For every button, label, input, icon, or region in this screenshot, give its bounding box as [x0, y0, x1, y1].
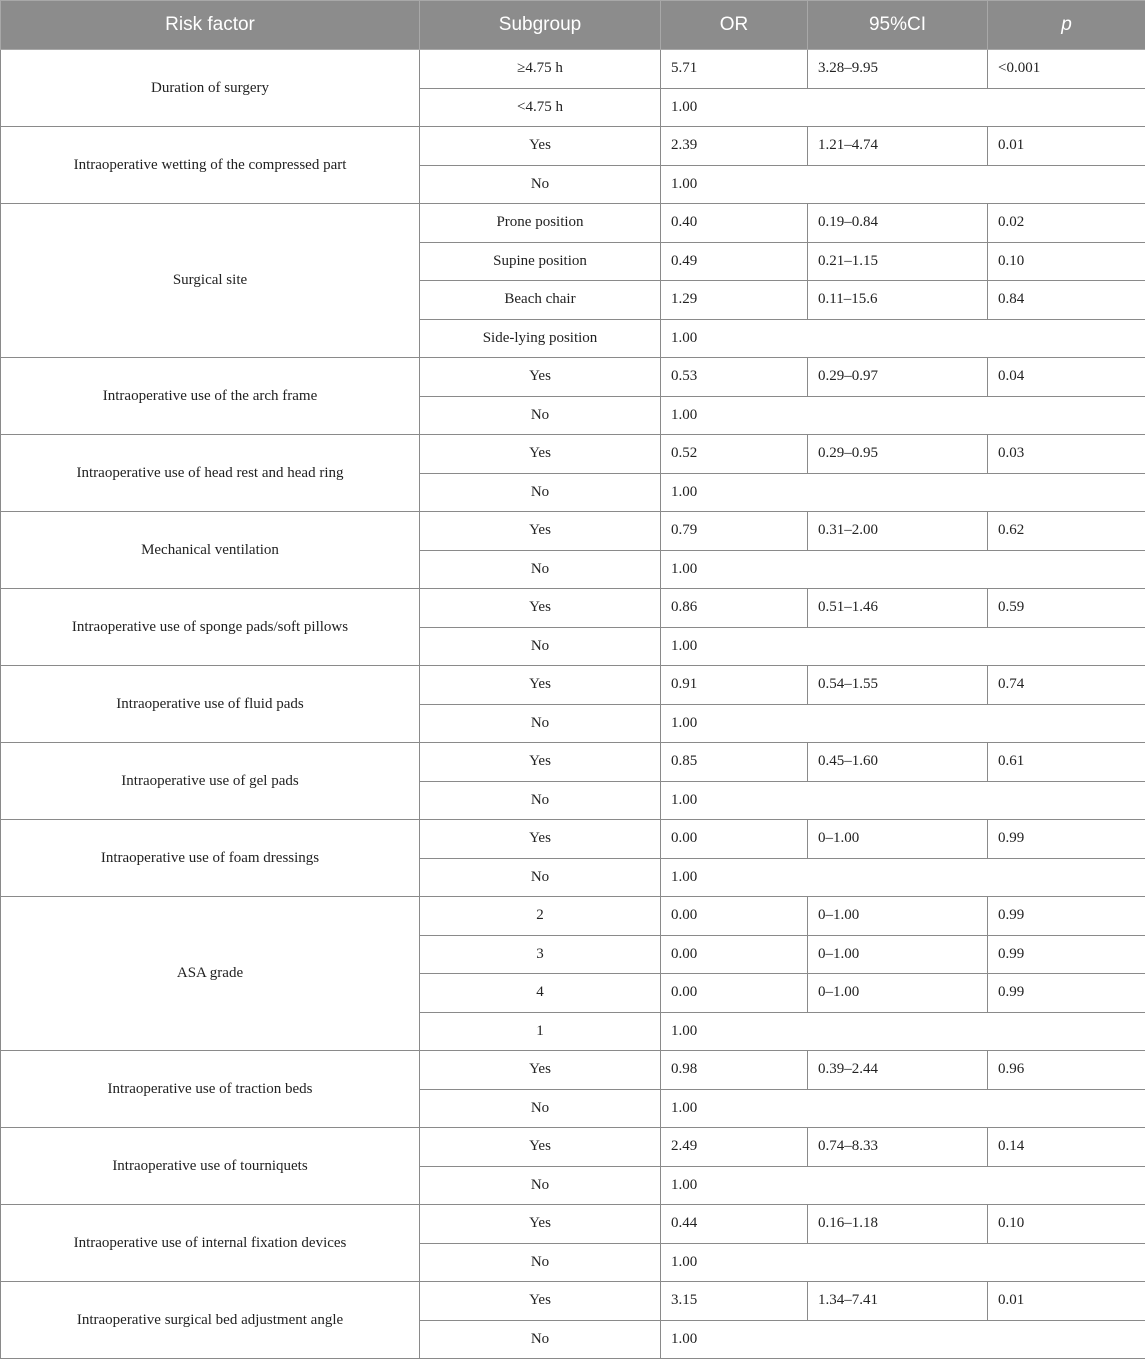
p-cell: 0.99: [988, 974, 1145, 1013]
table-header: [1, 1, 1145, 50]
risk-factor-cell: Intraoperative use of the arch frame: [1, 358, 420, 435]
subgroup-cell: 2: [420, 897, 661, 936]
subgroup-cell: Yes: [420, 512, 661, 551]
or-cell: 1.29: [661, 281, 808, 320]
p-cell: 0.61: [988, 743, 1145, 782]
table-row: [1, 435, 1145, 474]
p-cell: 0.10: [988, 1205, 1145, 1244]
or-cell: 0.86: [661, 589, 808, 628]
subgroup-cell: 1: [420, 1012, 661, 1051]
risk-factor-cell: Intraoperative use of foam dressings: [1, 820, 420, 897]
p-cell: 0.99: [988, 820, 1145, 859]
ci-cell: 0–1.00: [808, 935, 988, 974]
subgroup-cell: Yes: [420, 127, 661, 166]
header-p: p: [988, 1, 1145, 50]
or-cell: 1.00: [661, 550, 1145, 589]
p-cell: 0.01: [988, 1282, 1145, 1321]
or-cell: 1.00: [661, 1012, 1145, 1051]
subgroup-cell: No: [420, 550, 661, 589]
table-row: [1, 897, 1145, 936]
ci-cell: 0.51–1.46: [808, 589, 988, 628]
ci-cell: 0.11–15.6: [808, 281, 988, 320]
subgroup-cell: No: [420, 1089, 661, 1128]
subgroup-cell: No: [420, 1166, 661, 1205]
subgroup-cell: Yes: [420, 1128, 661, 1167]
p-cell: 0.01: [988, 127, 1145, 166]
header-row: [1, 1, 1145, 50]
risk-factor-cell: Intraoperative use of internal fixation devices: [1, 1205, 420, 1282]
or-cell: 0.00: [661, 897, 808, 936]
or-cell: 0.98: [661, 1051, 808, 1090]
subgroup-cell: No: [420, 781, 661, 820]
or-cell: 2.39: [661, 127, 808, 166]
table-row: [1, 50, 1145, 89]
ci-cell: 0.39–2.44: [808, 1051, 988, 1090]
subgroup-cell: Yes: [420, 589, 661, 628]
subgroup-cell: Yes: [420, 358, 661, 397]
or-cell: 1.00: [661, 1089, 1145, 1128]
or-cell: 0.00: [661, 935, 808, 974]
ci-cell: 0–1.00: [808, 820, 988, 859]
or-cell: 1.00: [661, 319, 1145, 358]
subgroup-cell: <4.75 h: [420, 88, 661, 127]
header-subgroup: Subgroup: [420, 1, 661, 50]
subgroup-cell: Beach chair: [420, 281, 661, 320]
subgroup-cell: Yes: [420, 1051, 661, 1090]
risk-factor-cell: Duration of surgery: [1, 50, 420, 127]
ci-cell: 0.29–0.97: [808, 358, 988, 397]
risk-factor-cell: Intraoperative surgical bed adjustment angle: [1, 1282, 420, 1359]
header-risk-factor: Risk factor: [1, 1, 420, 50]
table-row: [1, 1128, 1145, 1167]
or-cell: 0.40: [661, 204, 808, 243]
or-cell: 1.00: [661, 88, 1145, 127]
or-cell: 5.71: [661, 50, 808, 89]
subgroup-cell: Yes: [420, 820, 661, 859]
subgroup-cell: ≥4.75 h: [420, 50, 661, 89]
risk-factor-cell: Intraoperative use of gel pads: [1, 743, 420, 820]
subgroup-cell: No: [420, 704, 661, 743]
or-cell: 0.85: [661, 743, 808, 782]
or-cell: 1.00: [661, 1320, 1145, 1359]
risk-factor-cell: Intraoperative use of tourniquets: [1, 1128, 420, 1205]
header-or: OR: [661, 1, 808, 50]
subgroup-cell: 3: [420, 935, 661, 974]
table-row: [1, 666, 1145, 705]
p-cell: 0.59: [988, 589, 1145, 628]
table-row: [1, 358, 1145, 397]
subgroup-cell: Yes: [420, 1205, 661, 1244]
p-cell: 0.10: [988, 242, 1145, 281]
ci-cell: 0.29–0.95: [808, 435, 988, 474]
subgroup-cell: No: [420, 1243, 661, 1282]
ci-cell: 0.45–1.60: [808, 743, 988, 782]
ci-cell: 0.31–2.00: [808, 512, 988, 551]
or-cell: 0.49: [661, 242, 808, 281]
ci-cell: 3.28–9.95: [808, 50, 988, 89]
subgroup-cell: Yes: [420, 666, 661, 705]
or-cell: 0.44: [661, 1205, 808, 1244]
or-cell: 1.00: [661, 858, 1145, 897]
p-cell: 0.99: [988, 897, 1145, 936]
table-body: [1, 50, 1145, 1359]
table-row: [1, 1282, 1145, 1321]
or-cell: 0.53: [661, 358, 808, 397]
or-cell: 2.49: [661, 1128, 808, 1167]
p-cell: 0.74: [988, 666, 1145, 705]
table-row: [1, 589, 1145, 628]
p-cell: 0.14: [988, 1128, 1145, 1167]
or-cell: 3.15: [661, 1282, 808, 1321]
risk-factor-cell: Intraoperative use of fluid pads: [1, 666, 420, 743]
or-cell: 0.79: [661, 512, 808, 551]
subgroup-cell: No: [420, 165, 661, 204]
ci-cell: 0.21–1.15: [808, 242, 988, 281]
subgroup-cell: Prone position: [420, 204, 661, 243]
subgroup-cell: No: [420, 858, 661, 897]
ci-cell: 1.21–4.74: [808, 127, 988, 166]
table-row: [1, 127, 1145, 166]
ci-cell: 0.74–8.33: [808, 1128, 988, 1167]
subgroup-cell: Yes: [420, 1282, 661, 1321]
table-row: [1, 743, 1145, 782]
header-ci: 95%CI: [808, 1, 988, 50]
subgroup-cell: Yes: [420, 435, 661, 474]
p-cell: 0.03: [988, 435, 1145, 474]
risk-factor-cell: Mechanical ventilation: [1, 512, 420, 589]
ci-cell: 0–1.00: [808, 974, 988, 1013]
subgroup-cell: 4: [420, 974, 661, 1013]
risk-factor-cell: Intraoperative use of traction beds: [1, 1051, 420, 1128]
table-row: [1, 204, 1145, 243]
subgroup-cell: No: [420, 1320, 661, 1359]
risk-factor-cell: Intraoperative wetting of the compressed part: [1, 127, 420, 204]
or-cell: 0.00: [661, 820, 808, 859]
ci-cell: 0.16–1.18: [808, 1205, 988, 1244]
or-cell: 1.00: [661, 165, 1145, 204]
subgroup-cell: Side-lying position: [420, 319, 661, 358]
ci-cell: 0.54–1.55: [808, 666, 988, 705]
ci-cell: 0–1.00: [808, 897, 988, 936]
or-cell: 1.00: [661, 704, 1145, 743]
or-cell: 1.00: [661, 627, 1145, 666]
or-cell: 1.00: [661, 473, 1145, 512]
or-cell: 0.00: [661, 974, 808, 1013]
p-cell: 0.04: [988, 358, 1145, 397]
ci-cell: 0.19–0.84: [808, 204, 988, 243]
or-cell: 1.00: [661, 396, 1145, 435]
risk-factor-cell: Intraoperative use of head rest and head ring: [1, 435, 420, 512]
or-cell: 1.00: [661, 781, 1145, 820]
table-row: [1, 512, 1145, 551]
or-cell: 1.00: [661, 1166, 1145, 1205]
subgroup-cell: No: [420, 473, 661, 512]
or-cell: 0.52: [661, 435, 808, 474]
subgroup-cell: No: [420, 396, 661, 435]
p-cell: 0.62: [988, 512, 1145, 551]
p-cell: 0.99: [988, 935, 1145, 974]
risk-factor-cell: Intraoperative use of sponge pads/soft pillows: [1, 589, 420, 666]
ci-cell: 1.34–7.41: [808, 1282, 988, 1321]
p-cell: <0.001: [988, 50, 1145, 89]
subgroup-cell: Yes: [420, 743, 661, 782]
or-cell: 0.91: [661, 666, 808, 705]
risk-factor-cell: Surgical site: [1, 204, 420, 358]
p-cell: 0.02: [988, 204, 1145, 243]
risk-factor-cell: ASA grade: [1, 897, 420, 1051]
p-cell: 0.96: [988, 1051, 1145, 1090]
table-row: [1, 820, 1145, 859]
p-cell: 0.84: [988, 281, 1145, 320]
table-row: [1, 1205, 1145, 1244]
or-cell: 1.00: [661, 1243, 1145, 1282]
subgroup-cell: Supine position: [420, 242, 661, 281]
subgroup-cell: No: [420, 627, 661, 666]
table-row: [1, 1051, 1145, 1090]
